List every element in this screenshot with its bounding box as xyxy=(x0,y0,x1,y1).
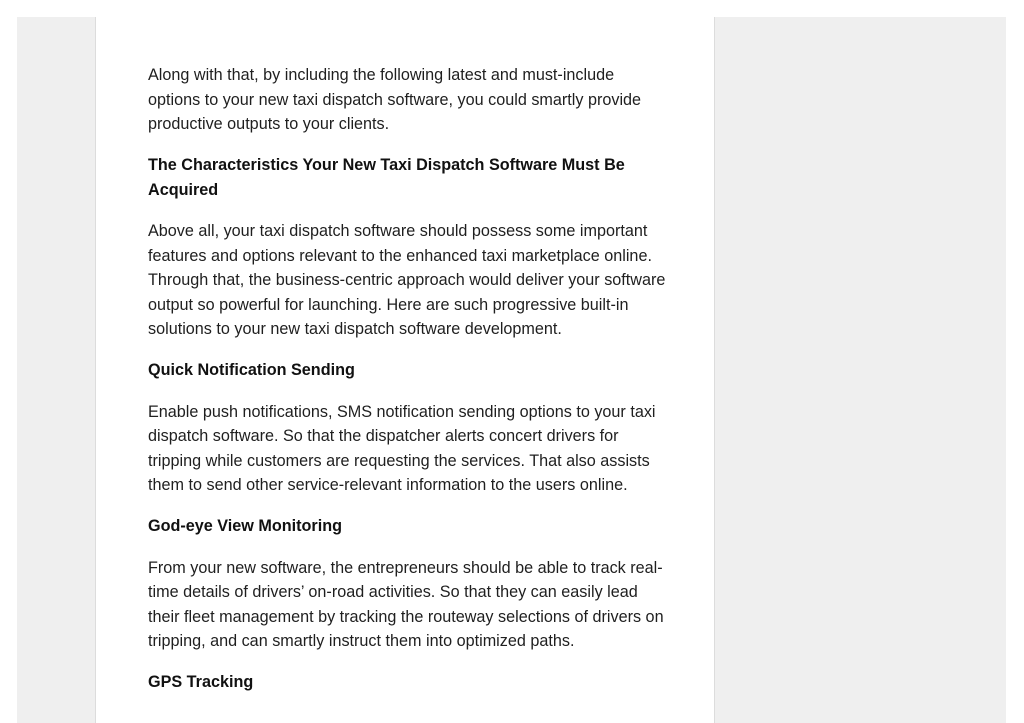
heading-gps-tracking: GPS Tracking xyxy=(148,673,254,692)
heading-quick-notification: Quick Notification Sending xyxy=(148,361,355,380)
paragraph-intro: Along with that, by including the following latest and must-include options to your new taxi dispatch software, you could smartly provide productive outputs to your clients. xyxy=(148,66,642,134)
article-body xyxy=(148,63,668,711)
paragraph-quick-notification: Enable push notifications, SMS notification sending options to your taxi dispatch software. So that the dispatcher alerts concert drivers for tripping while customers are requesting the services. That also assists them to send other service-relevant information to the users online. xyxy=(148,402,656,495)
heading-god-eye-view: God-eye View Monitoring xyxy=(148,517,342,536)
heading-characteristics: The Characteristics Your New Taxi Dispatch Software Must Be Acquired xyxy=(148,156,625,199)
article-column xyxy=(95,17,715,723)
paragraph-god-eye-view: From your new software, the entrepreneurs should be able to track real-time details of drivers’ on-road activities. So that they can easily lead their fleet management by tracking the routeway selections of drivers on tripping, and can smartly instruct them into optimized paths. xyxy=(148,558,664,651)
paragraph-characteristics: Above all, your taxi dispatch software should possess some important features and options relevant to the enhanced taxi marketplace online. Through that, the business-centric approach would deliver your software output so powerful for launching. Here are such progressive built-in solutions to your new taxi dispatch software development. xyxy=(148,221,666,339)
right-sidebar xyxy=(715,17,1006,723)
